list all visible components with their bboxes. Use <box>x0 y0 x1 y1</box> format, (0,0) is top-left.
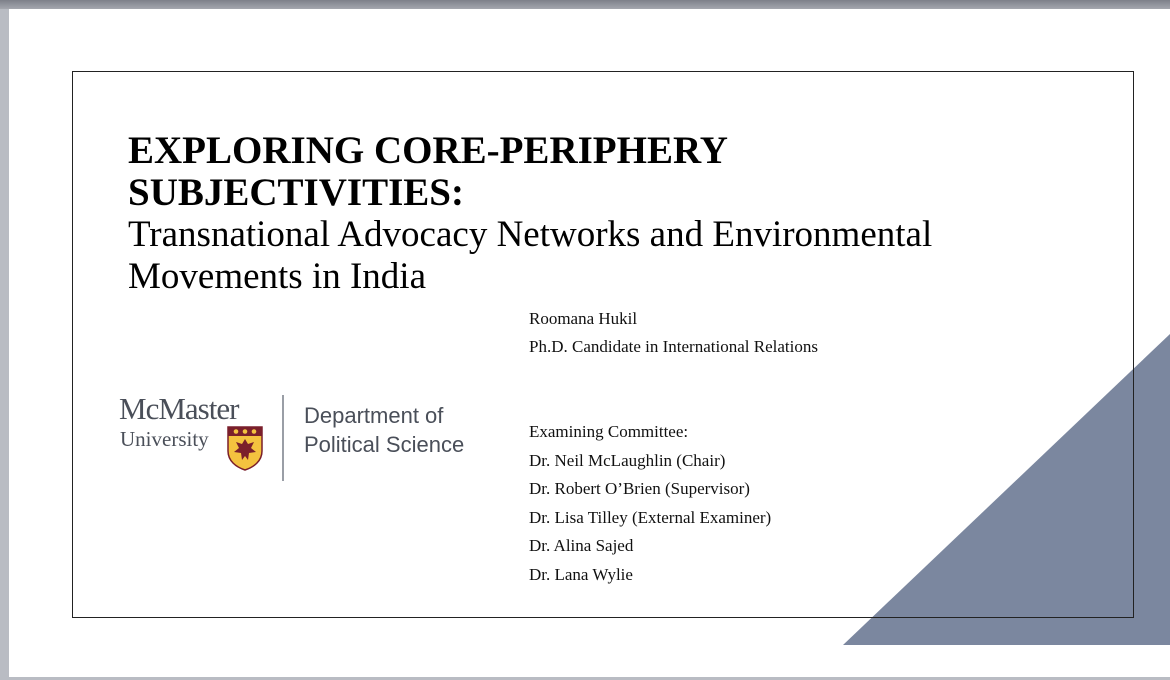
mcmaster-crest-icon <box>226 425 264 471</box>
logo-university-word: University <box>120 427 209 451</box>
logo-department <box>304 401 464 459</box>
logo-dept-line-1: Department of <box>304 403 444 428</box>
logo-divider <box>282 395 284 481</box>
author-block <box>529 305 818 361</box>
subtitle-line-2: Movements in India <box>128 256 427 297</box>
committee-heading: Examining Committee: <box>529 422 689 441</box>
top-edge-bar <box>0 0 1170 9</box>
title-slide <box>9 9 1170 677</box>
committee-block <box>529 418 771 589</box>
committee-member: Dr. Neil McLaughlin (Chair) <box>529 450 726 470</box>
committee-member: Dr. Alina Sajed <box>529 536 634 555</box>
title-line-2: SUBJECTIVITIES: <box>128 171 464 214</box>
logo-dept-line-2: Political Science <box>304 432 465 457</box>
title-line-1: EXPLORING CORE-PERIPHERY <box>128 129 728 172</box>
committee-member: Dr. Robert O’Brien (Supervisor) <box>529 479 750 498</box>
logo-university-name: McMaster <box>119 391 239 426</box>
mcmaster-logo <box>119 392 479 484</box>
committee-member: Dr. Lisa Tilley (External Examiner) <box>529 507 772 527</box>
committee-member: Dr. Lana Wylie <box>529 564 633 584</box>
subtitle-line-1: Transnational Advocacy Networks and Environmental <box>128 214 933 255</box>
author-name: Roomana Hukil <box>529 309 638 328</box>
title-block <box>128 130 1048 298</box>
author-role: Ph.D. Candidate in International Relations <box>529 337 818 356</box>
